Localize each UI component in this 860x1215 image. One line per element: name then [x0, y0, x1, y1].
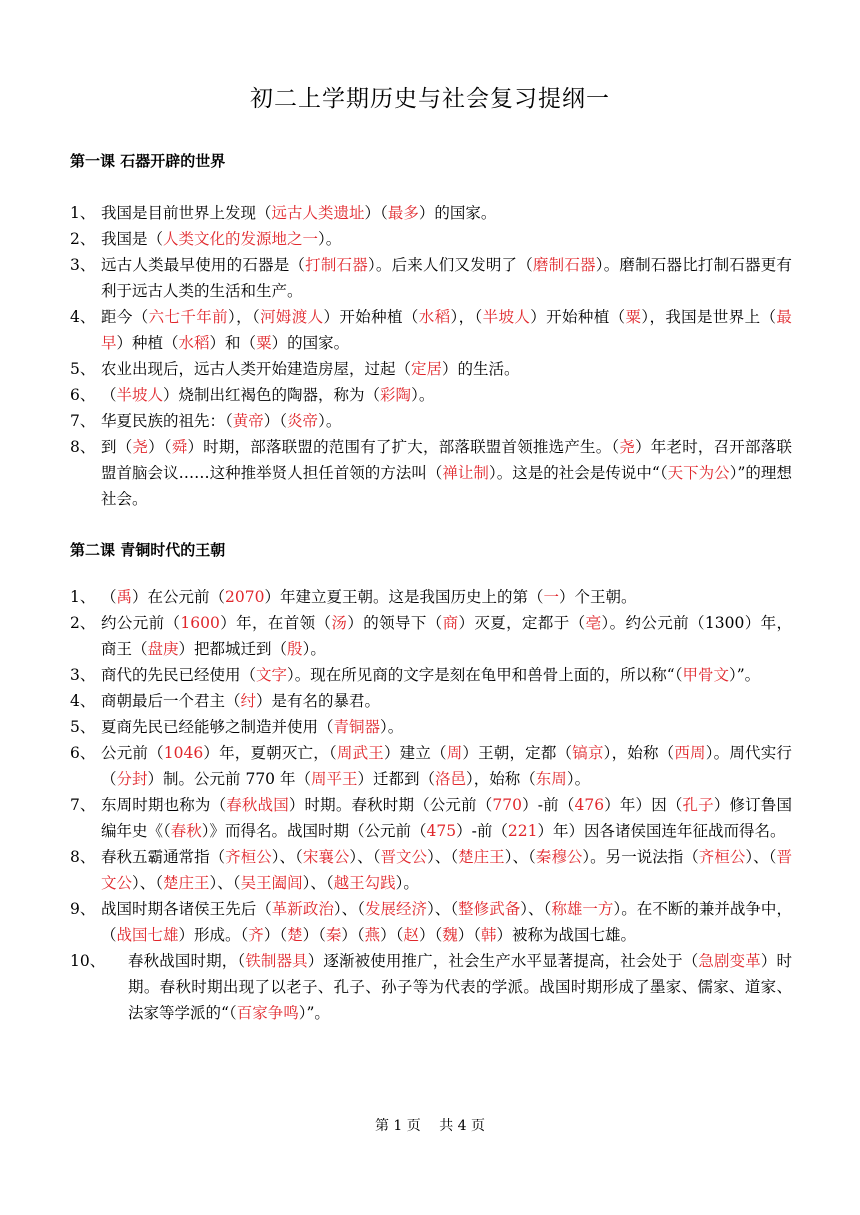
list-item: [70, 714, 792, 740]
item-text: ）、（: [333, 900, 365, 918]
item-text: ）年）因各诸侯国连年征战而得名。: [537, 822, 786, 840]
item-text: ）、（: [504, 848, 536, 866]
list-item: [70, 792, 792, 844]
item-number: 4、: [70, 308, 96, 326]
answer-text: 打制石器: [305, 256, 368, 274]
item-text: ）（: [341, 926, 365, 944]
answer-text: 齐桓公: [698, 848, 746, 866]
item-text: ）年，夏朝灭亡，（: [203, 744, 337, 762]
answer-text: 越王勾践: [333, 874, 396, 892]
answer-text: 殷: [287, 640, 303, 658]
item-text: 华夏民族的祖先：（: [101, 412, 233, 430]
answer-text: 宋襄公: [302, 848, 350, 866]
item-text: ）。在不断的兼并战争中，（: [101, 900, 792, 944]
page-footer: 第 1 页 共 4 页: [374, 1118, 486, 1134]
item-text: ）。: [566, 770, 591, 788]
item-text: ）、（: [209, 874, 241, 892]
item-text: ）在公元前（: [132, 588, 226, 606]
item-text: ）。周代实行（: [101, 744, 792, 788]
item-text: 距今（: [101, 308, 149, 326]
answer-text: 急剧变革: [698, 952, 761, 970]
item-text: ）、（: [302, 874, 334, 892]
item-text: ）（: [263, 926, 288, 944]
list-item: [70, 252, 792, 304]
item-text: ）形成。（: [178, 926, 249, 944]
answer-text: 2070: [225, 588, 265, 606]
answer-text: 粟: [256, 334, 272, 352]
answer-text: 秦: [325, 926, 342, 944]
item-text: 春秋五霸通常指（: [101, 848, 226, 866]
item-number: 6、: [70, 386, 96, 404]
item-text: ）。磨制石器比打制石器更有利于远古人类的生活和生产。: [101, 256, 792, 300]
item-text: 到（: [101, 438, 133, 456]
list-item: [70, 740, 792, 792]
list-item: [70, 610, 792, 662]
answer-text: 最多: [387, 204, 419, 222]
item-text: 公元前（: [101, 744, 164, 762]
item-text: 东周时期也称为（: [101, 796, 227, 814]
list-item: [70, 662, 792, 688]
item-number: 3、: [70, 666, 96, 684]
item-text: ）”的理想社会。: [101, 464, 792, 508]
answer-text: 舜: [171, 438, 188, 456]
item-text: ）时期。春秋时期出现了以老子、孔子、孙子等为代表的学派。战国时期形成了墨家、儒家、道家、法家等学派的“（: [128, 952, 792, 1022]
answer-text: 黄帝: [232, 412, 264, 430]
list-item: [70, 226, 792, 252]
item-text: ），始称（: [466, 770, 536, 788]
answer-text: 分封: [116, 770, 148, 788]
answer-text: 洛邑: [435, 770, 467, 788]
answer-text: 粟: [625, 308, 642, 326]
item-text: ）制。公元前 770 年（: [147, 770, 311, 788]
item-text: 远古人类最早使用的石器是（: [101, 256, 306, 274]
answer-text: 尧: [132, 438, 149, 456]
item-text: ）、（: [520, 900, 552, 918]
item-text: ）”。: [298, 1004, 330, 1022]
item-text: ）开始种植（: [323, 308, 419, 326]
item-number: 3、: [70, 256, 96, 274]
item-number: 4、: [70, 692, 96, 710]
answer-text: 汤: [331, 614, 348, 632]
answer-text: 称雄一方: [551, 900, 614, 918]
item-text: ）、（: [349, 848, 381, 866]
item-text: ），我国是世界上（: [641, 308, 777, 326]
answer-text: 周平王: [310, 770, 358, 788]
item-text: ）被称为战国七雄。: [496, 926, 637, 944]
item-text: ），（: [227, 308, 261, 326]
answer-text: 晋文公: [101, 848, 792, 892]
answer-text: 人类文化的发源地之一: [163, 230, 319, 248]
section-list-lesson-1: [70, 200, 792, 512]
item-number: 9、: [70, 900, 96, 918]
item-text: ）。: [411, 386, 435, 404]
item-number: 10、: [70, 952, 106, 970]
list-item: [70, 356, 792, 382]
item-text: ）（: [364, 204, 388, 222]
item-text: 农业出现后，远古人类开始建造房屋，过起（: [101, 360, 412, 378]
item-text: ）是有名的暴君。: [256, 692, 381, 710]
item-text: ）时期，部落联盟的范围有了扩大，部落联盟首领推选产生。（: [187, 438, 620, 456]
item-text: ）种植（: [116, 334, 179, 352]
item-text: ）（: [457, 926, 481, 944]
item-text: ）时期。春秋时期（公元前（: [288, 796, 493, 814]
item-text: ）-前（: [521, 796, 575, 814]
list-item: [70, 896, 792, 948]
answer-text: 禹: [116, 588, 133, 606]
answer-text: 亳: [585, 614, 602, 632]
answer-text: 天下为公: [667, 464, 730, 482]
item-text: （: [101, 588, 117, 606]
item-text: ）。: [302, 640, 326, 658]
answer-text: 河姆渡人: [260, 308, 324, 326]
item-text: ）。现在所见商的文字是刻在龟甲和兽骨上面的，所以称“（: [287, 666, 683, 684]
answer-text: 齐桓公: [225, 848, 272, 866]
answer-text: 齐: [248, 926, 264, 944]
item-text: ）、（: [271, 848, 303, 866]
item-text: ）。: [318, 412, 342, 430]
item-text: 战国时期各诸侯王先后（: [101, 900, 272, 918]
item-text: ），始称（: [603, 744, 675, 762]
item-text: ）年）因（: [604, 796, 683, 814]
answer-text: 镐京: [572, 744, 604, 762]
item-text: （: [256, 204, 272, 222]
answer-text: 甲骨文: [682, 666, 729, 684]
answer-text: 周武王: [336, 744, 384, 762]
answer-text: 吴王阖闾: [240, 874, 303, 892]
answer-text: 1046: [163, 744, 204, 762]
answer-text: 476: [574, 796, 605, 814]
list-item: [70, 948, 792, 1026]
item-text: ）王朝，定都（: [462, 744, 573, 762]
answer-text: 战国七雄: [116, 926, 179, 944]
item-text: ），（: [450, 308, 483, 326]
item-number: 1、: [70, 588, 96, 606]
answer-text: 赵: [403, 926, 419, 944]
item-text: 我国是目前世界上发现: [101, 204, 257, 222]
item-text: （: [101, 386, 117, 404]
item-text: ）、（: [427, 848, 459, 866]
item-text: ）开始种植（: [530, 308, 626, 326]
answer-text: 1600: [180, 614, 220, 632]
answer-text: 定居: [411, 360, 443, 378]
item-number: 2、: [70, 230, 96, 248]
item-text: 商代的先民已经使用（: [101, 666, 257, 684]
item-text: ）。约公元前（1300）年，商王（: [101, 614, 792, 658]
list-item: [70, 382, 792, 408]
answer-text: 春秋战国: [226, 796, 289, 814]
answer-text: 远古人类遗址: [271, 204, 365, 222]
list-item: [70, 844, 792, 896]
list-item: [70, 408, 792, 434]
item-text: ）。: [380, 718, 404, 736]
item-text: ）个王朝。: [559, 588, 637, 606]
answer-text: 半坡人: [116, 386, 164, 404]
item-text: ）-前（: [456, 822, 508, 840]
list-item: [70, 200, 792, 226]
answer-text: 水稻: [418, 308, 451, 326]
item-text: ）、（: [427, 900, 459, 918]
item-text: 商朝最后一个君主（: [101, 692, 241, 710]
item-text: ）的领导下（: [347, 614, 443, 632]
answer-text: 半坡人: [482, 308, 531, 326]
answer-text: 尧: [619, 438, 636, 456]
item-text: ）年老时，召开部落联盟首脑会议……这种推举贤人担任首领的方法叫（: [101, 438, 792, 482]
answer-text: 春秋: [170, 822, 202, 840]
answer-text: 楚: [287, 926, 303, 944]
answer-text: 文字: [256, 666, 288, 684]
item-text: ）、（: [745, 848, 777, 866]
item-text: ）。: [318, 230, 342, 248]
item-number: 7、: [70, 412, 96, 430]
answer-text: 770: [492, 796, 522, 814]
item-text: ）年建立夏王朝。这是我国历史上的第（: [264, 588, 544, 606]
answer-text: 百家争鸣: [236, 1004, 299, 1022]
answer-text: 秦穆公: [535, 848, 583, 866]
item-text: ）灭夏，定都于（: [458, 614, 586, 632]
answer-text: 六七千年前: [148, 308, 228, 326]
answer-text: 一: [543, 588, 560, 606]
answer-text: 纣: [240, 692, 257, 710]
item-number: 5、: [70, 360, 96, 378]
item-text: ）的生活。: [442, 360, 520, 378]
item-text: ）烧制出红褐色的陶器，称为（: [163, 386, 381, 404]
item-text: ）。另一说法指（: [582, 848, 699, 866]
item-text: 我国是（: [101, 230, 164, 248]
item-number: 8、: [70, 848, 96, 866]
answer-text: 铁制器具: [245, 952, 308, 970]
answer-text: 燕: [364, 926, 381, 944]
item-text: ）和（: [209, 334, 257, 352]
item-text: ）（: [418, 926, 443, 944]
answer-text: 最早: [101, 308, 792, 352]
item-text: ）逐渐被使用推广，社会生产水平显著提高，社会处于（: [307, 952, 699, 970]
answer-text: 青铜器: [333, 718, 381, 736]
answer-text: 楚庄王: [163, 874, 210, 892]
answer-text: 楚庄王: [458, 848, 505, 866]
section-list-lesson-2: [70, 584, 792, 1026]
answer-text: 整修武备: [458, 900, 521, 918]
item-text: ）（: [148, 438, 172, 456]
item-text: 夏商先民已经能够之制造并使用（: [101, 718, 334, 736]
answer-text: 禅让制: [442, 464, 489, 482]
answer-text: 魏: [442, 926, 458, 944]
list-item: [70, 434, 792, 512]
answer-text: 彩陶: [380, 386, 412, 404]
item-number: 6、: [70, 744, 96, 762]
item-text: ）迁都到（: [357, 770, 436, 788]
document-title: 初二上学期历史与社会复习提纲一: [250, 86, 610, 112]
item-text: ）（: [263, 412, 288, 430]
item-number: 8、: [70, 438, 96, 456]
item-number: 2、: [70, 614, 96, 632]
item-text: ）建立（: [383, 744, 447, 762]
answer-text: 发展经济: [364, 900, 428, 918]
item-text: ）。这是的社会是传说中“（: [488, 464, 668, 482]
item-text: ）。后来人们又发明了（: [367, 256, 533, 274]
answer-text: 韩: [480, 926, 497, 944]
answer-text: 炎帝: [287, 412, 319, 430]
item-text: ）、（: [132, 874, 164, 892]
list-item: [70, 688, 792, 714]
answer-text: 晋文公: [380, 848, 428, 866]
answer-text: 革新政治: [271, 900, 334, 918]
item-text: ）的国家。: [271, 334, 350, 352]
item-text: ）”。: [728, 666, 761, 684]
answer-text: 西周: [674, 744, 706, 762]
item-text: 约公元前（: [101, 614, 181, 632]
item-text: ）》而得名。战国时期（公元前（: [201, 822, 427, 840]
answer-text: 东周: [535, 770, 567, 788]
item-number: 5、: [70, 718, 96, 736]
item-text: ）（: [380, 926, 404, 944]
section-heading-lesson-1: 第一课 石器开辟的世界: [70, 152, 226, 170]
item-text: 春秋战国时期，（: [128, 952, 246, 970]
item-text: ）（: [302, 926, 326, 944]
item-text: ）。: [395, 874, 419, 892]
item-number: 1、: [70, 204, 96, 222]
answer-text: 磨制石器: [532, 256, 596, 274]
item-text: ）修订鲁国编年史《（: [101, 796, 792, 840]
answer-text: 商: [442, 614, 459, 632]
answer-text: 盘庚: [147, 640, 179, 658]
answer-text: 周: [446, 744, 463, 762]
list-item: [70, 304, 792, 356]
answer-text: 水稻: [178, 334, 210, 352]
answer-text: 孔子: [682, 796, 714, 814]
item-text: ）年，在首领（: [219, 614, 332, 632]
answer-text: 221: [507, 822, 538, 840]
item-text: ）的国家。: [418, 204, 497, 222]
item-text: ）把都城迁到（: [178, 640, 288, 658]
answer-text: 475: [426, 822, 457, 840]
list-item: [70, 584, 792, 610]
section-heading-lesson-2: 第二课 青铜时代的王朝: [70, 541, 226, 559]
item-number: 7、: [70, 796, 96, 814]
